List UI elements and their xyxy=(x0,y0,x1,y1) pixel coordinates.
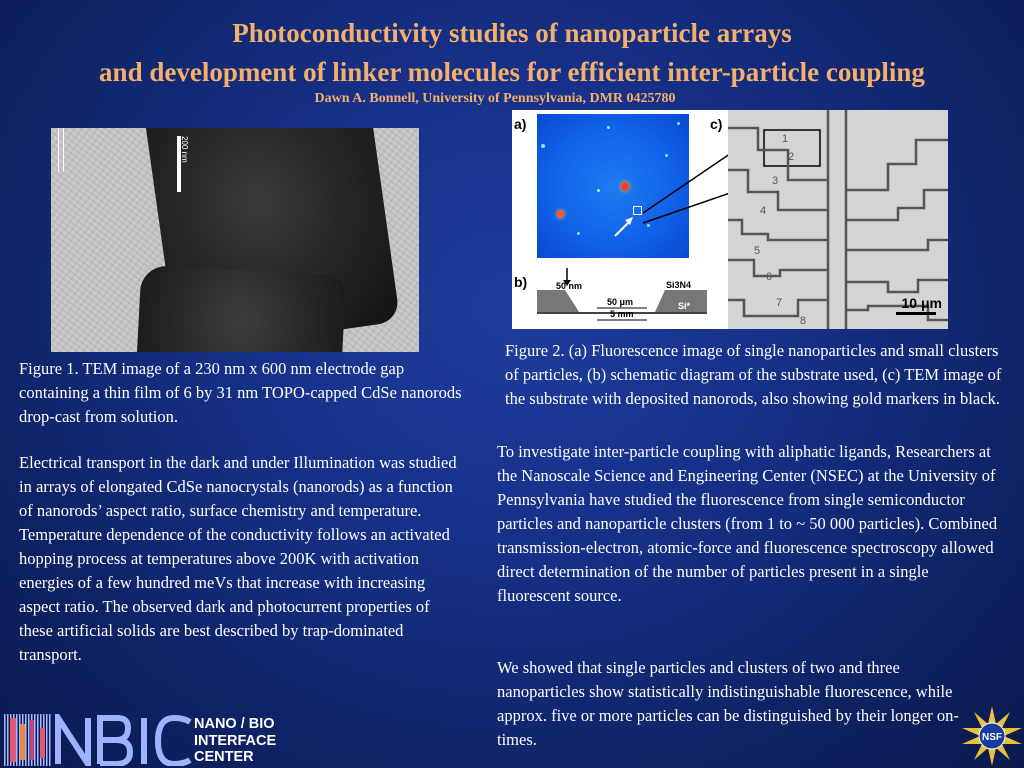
schematic-5mm-label: 5 mm xyxy=(610,309,634,319)
svg-text:1: 1 xyxy=(782,133,789,145)
nsf-logo-icon xyxy=(962,706,1022,766)
tem2-scale-label: 10 μm xyxy=(901,295,942,311)
svg-text:3: 3 xyxy=(772,175,779,187)
figure1-ruler xyxy=(58,128,64,172)
tem2-scale-bar xyxy=(896,312,936,315)
svg-text:7: 7 xyxy=(776,297,783,309)
figure1-caption: Figure 1. TEM image of a 230 nm x 600 nm electrode gap containing a thin film of 6 by 31 nm TOPO-capped CdSe nanorods drop-cast from solution. xyxy=(19,359,462,426)
title-line-1: Photoconductivity studies of nanoparticle arrays xyxy=(232,18,792,48)
figure2-panel-c-label: c) xyxy=(710,116,723,132)
svg-text:2: 2 xyxy=(788,151,795,163)
left-body-text: Electrical transport in the dark and under Illumination was studied in arrays of elongated CdSe nanocrystals (nanorods) as a function of nanorods’ aspect ratio, surface chemistry and temperature. Temperature dependence of the conductivity follows an activated hopping process at temperatures above 200K with activation energies of a few hundred meVs that increase with increasing aspect ratio. The observed dark and photocurrent properties of these artificial solids are best described by trap-dominated transport. xyxy=(19,453,457,664)
nbic-logo-icon xyxy=(4,714,192,766)
logo-line-2: INTERFACE xyxy=(194,732,277,749)
schematic-si-label: Si* xyxy=(678,301,691,311)
svg-text:6: 6 xyxy=(766,271,773,283)
figure2-caption: Figure 2. (a) Fluorescence image of single nanoparticles and small clusters of particles, (b) schematic diagram of the substrate used, (c) TEM image of the substrate with deposited nanorods, also showing gold markers in black. xyxy=(505,341,1002,408)
title-line-2: and development of linker molecules for efficient inter-particle coupling xyxy=(99,57,925,87)
logo-line-3: CENTER xyxy=(194,749,254,765)
svg-text:4: 4 xyxy=(760,205,767,217)
svg-text:8: 8 xyxy=(800,315,807,327)
schematic-50um-label: 50 μm xyxy=(607,297,634,307)
nbic-logo-text xyxy=(194,716,276,766)
author-line: Dawn A. Bonnell, University of Pennsylvania, DMR 0425780 xyxy=(314,91,676,106)
nsf-logo-text: NSF xyxy=(982,732,1002,743)
figure1-electrode-bottom xyxy=(133,265,347,352)
right-body-text-1: To investigate inter-particle coupling with aliphatic ligands, Researchers at the Nanoscale Science and Engineering Center (NSEC) at the University of Pennsylvania have studied the fluorescence from single semiconductor particles and nanoparticle clusters (from 1 to ~ 50 000 particles). Combined transmission-electron, atomic-force and fluorescence spectroscopy allowed direct determination of the number of particles present in a single fluorescent source. xyxy=(497,442,998,605)
right-body-text-2: We showed that single particles and clusters of two and three nanoparticles show statistically indistinguishable fluorescence, while approx. five or more particles can be distinguished by their longer on-times. xyxy=(497,658,959,749)
logo-line-1: NANO / BIO xyxy=(194,716,275,732)
figure2-composite xyxy=(512,110,948,329)
figure1-scale-label: 200 nm xyxy=(180,136,189,163)
figure2-tem-substrate-image xyxy=(728,110,948,329)
figure1-tem-image xyxy=(51,128,419,352)
schematic-si3n4-label: Si3N4 xyxy=(666,280,692,290)
figure2-panel-b-label: b) xyxy=(514,274,528,290)
figure2-panel-a-label: a) xyxy=(514,116,527,132)
svg-text:5: 5 xyxy=(754,245,761,257)
schematic-50nm-label: 50 nm xyxy=(556,281,583,291)
